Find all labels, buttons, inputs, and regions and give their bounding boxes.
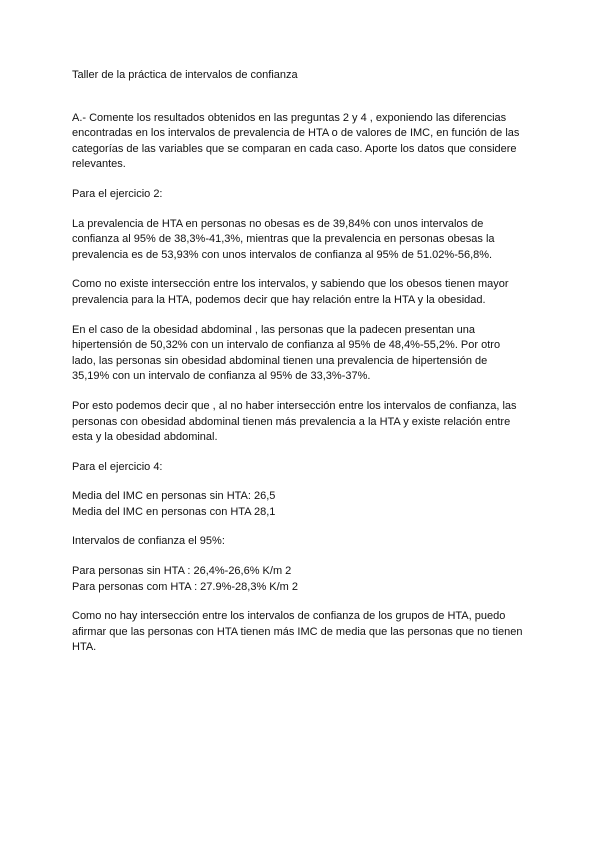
text-line: confianza al 95% de 38,3%-41,3%, mientras que la prevalencia en personas obesas la (72, 233, 495, 246)
text-line: En el caso de la obesidad abdominal , las personas que la padecen presentan una (72, 323, 476, 336)
text-line: categorías de las variables que se comparan en cada caso. Aporte los datos que considere (72, 142, 517, 155)
text-line: prevalencia es de 53,93% con unos intervalos de confianza al 95% de 51.02%-56,8%. (72, 248, 493, 261)
text-line: 35,19% con un intervalo de confianza al 95% de 33,3%-37%. (72, 370, 371, 383)
text-line: La prevalencia de HTA en personas no obesas es de 39,84% con unos intervalos de (72, 217, 484, 230)
text-line: Media del IMC en personas sin HTA: 26,5 (72, 490, 276, 503)
text-line: encontradas en los intervalos de prevalencia de HTA o de valores de IMC, en función de las (72, 127, 520, 140)
text-line: Para personas sin HTA : 26,4%-26,6% K/m 2 (72, 565, 292, 578)
text-line: esta y la obesidad abdominal. (72, 431, 218, 444)
text-line: Por esto podemos decir que , al no haber intersección entre los intervalos de confianza, las (72, 399, 517, 412)
text-line: Como no existe intersección entre los intervalos, y sabiendo que los obesos tienen mayor (72, 278, 509, 291)
text-line: Media del IMC en personas con HTA 28,1 (72, 505, 276, 518)
ejercicio4-heading: Para el ejercicio 4: (72, 460, 163, 473)
intro-paragraph (72, 111, 532, 173)
ejercicio2-heading: Para el ejercicio 2: (72, 187, 163, 200)
ejercicio4-intervalos-heading: Intervalos de confianza el 95%: (72, 535, 225, 548)
text-line: relevantes. (72, 158, 126, 171)
ejercicio4-conclusion (72, 609, 532, 656)
text-line: HTA. (72, 641, 97, 654)
text-line: hipertensión de 50,32% con un intervalo de confianza al 95% de 48,4%-55,2%. Por otro (72, 339, 501, 352)
ejercicio2-paragraph-4 (72, 399, 532, 446)
document-title: Taller de la práctica de intervalos de confianza (72, 69, 298, 81)
ejercicio2-paragraph-1 (72, 217, 532, 264)
document-page (72, 68, 532, 670)
text-line: personas con obesidad abdominal tienen más prevalencia a la HTA y existe relación entre (72, 415, 511, 428)
ejercicio4-intervalos (72, 564, 532, 595)
text-line: lado, las personas sin obesidad abdominal tienen una prevalencia de hipertensión de (72, 354, 488, 367)
text-line: Para personas com HTA : 27.9%-28,3% K/m 2 (72, 580, 299, 593)
ejercicio4-medias (72, 489, 532, 520)
text-line: prevalencia para la HTA, podemos decir que hay relación entre la HTA y la obesidad. (72, 293, 486, 306)
text-line: Como no hay intersección entre los intervalos de confianza de los grupos de HTA, puedo (72, 610, 506, 623)
text-line: A.- Comente los resultados obtenidos en las preguntas 2 y 4 , exponiendo las diferencias (72, 111, 507, 124)
ejercicio2-paragraph-3 (72, 323, 532, 385)
text-line: afirmar que las personas con HTA tienen más IMC de media que las personas que no tienen (72, 625, 523, 638)
ejercicio2-paragraph-2 (72, 277, 532, 308)
